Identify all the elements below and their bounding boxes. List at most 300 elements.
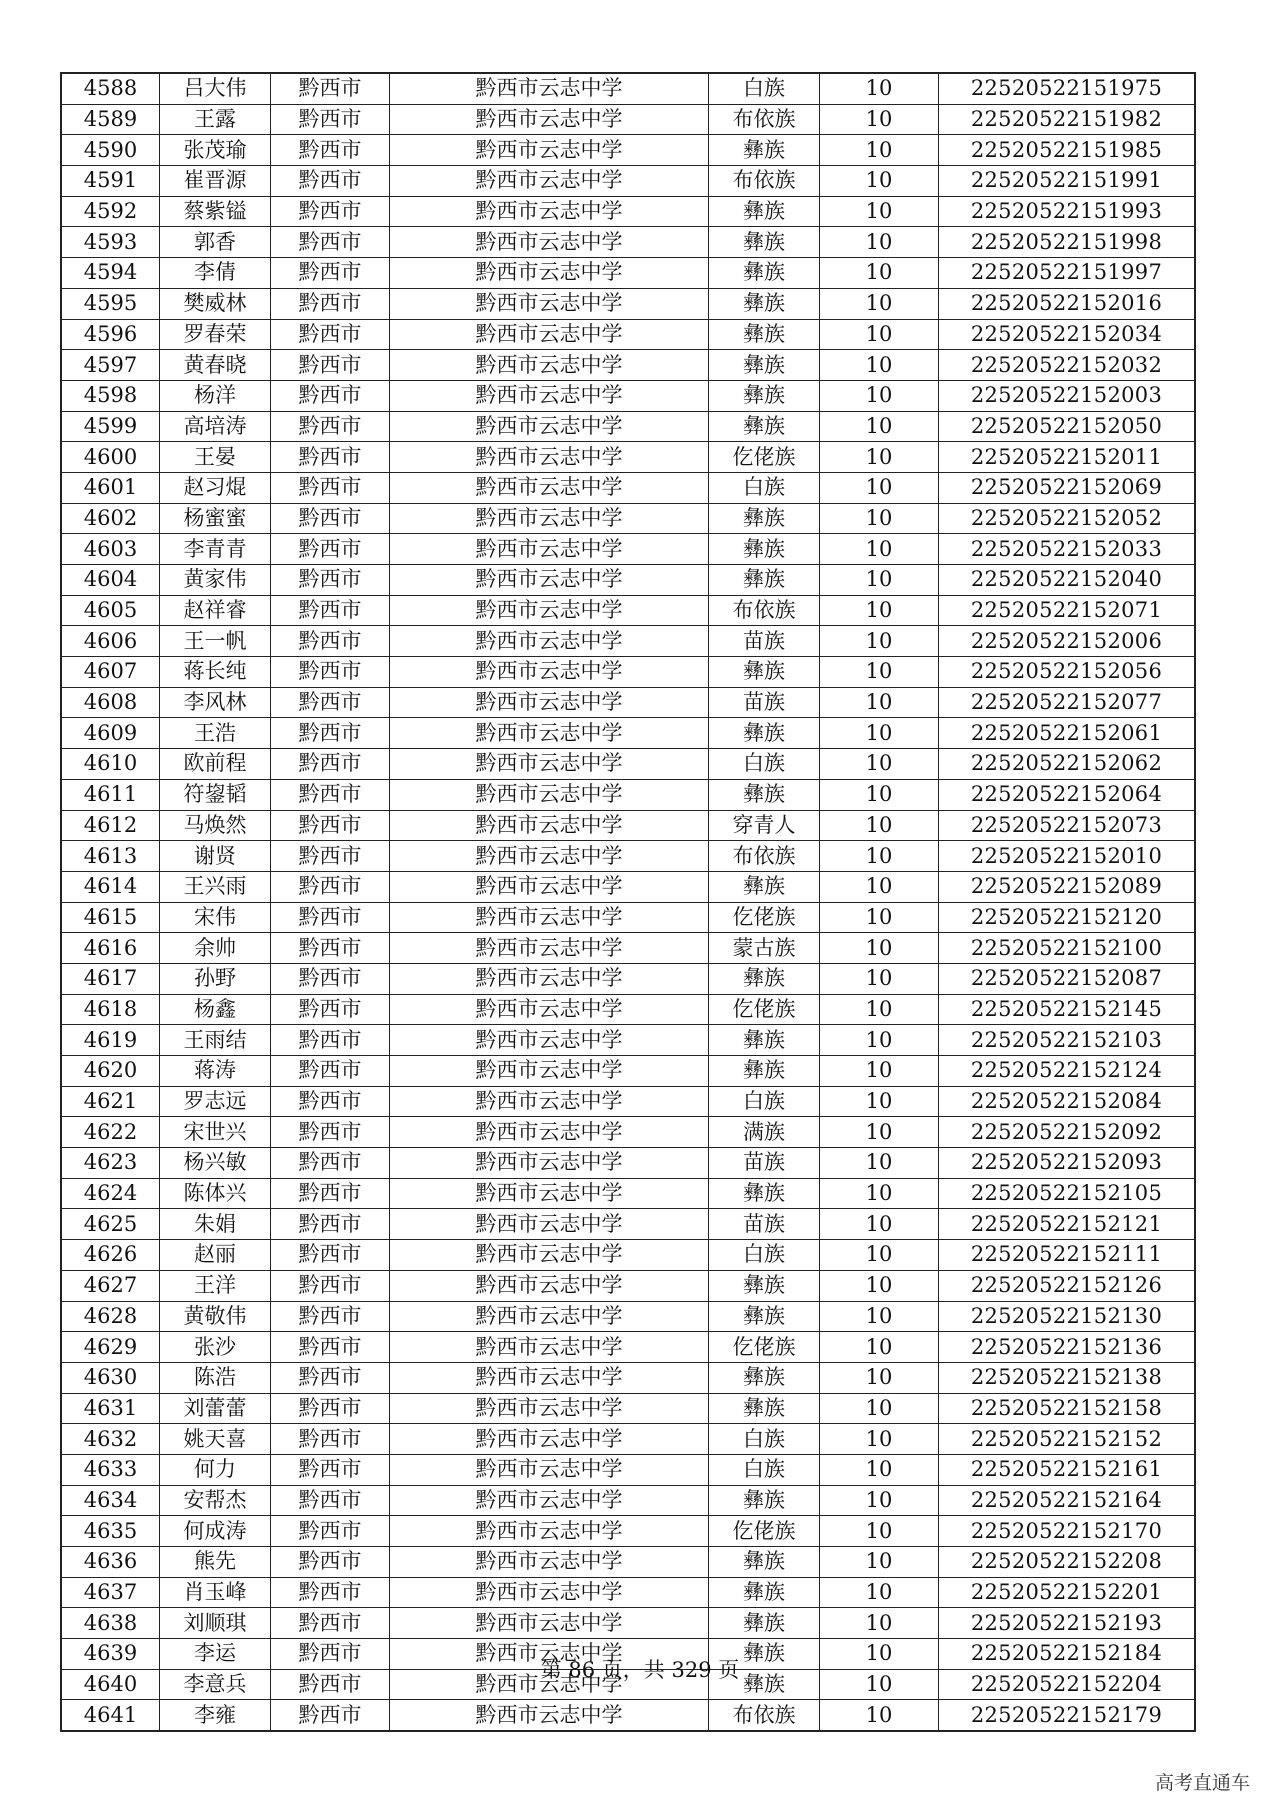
city-cell: 黔西市 — [271, 871, 390, 902]
ethnicity-cell: 彝族 — [709, 319, 820, 350]
school-cell: 黔西市云志中学 — [390, 1270, 709, 1301]
student-name: 姚天喜 — [160, 1424, 271, 1455]
table-row — [61, 1516, 1195, 1547]
table-row — [61, 933, 1195, 964]
ethnicity-cell: 彝族 — [709, 350, 820, 381]
exam-id-cell: 22520522151991 — [939, 166, 1196, 197]
city-cell: 黔西市 — [271, 380, 390, 411]
ethnicity-cell: 布依族 — [709, 1700, 820, 1731]
school-cell: 黔西市云志中学 — [390, 472, 709, 503]
grade-cell: 10 — [820, 626, 939, 657]
exam-id-cell: 22520522151975 — [939, 73, 1196, 104]
table-row — [61, 1025, 1195, 1056]
row-number: 4598 — [61, 380, 160, 411]
table-row — [61, 595, 1195, 626]
ethnicity-cell: 布依族 — [709, 104, 820, 135]
row-number: 4629 — [61, 1332, 160, 1363]
row-number: 4597 — [61, 350, 160, 381]
row-number: 4616 — [61, 933, 160, 964]
exam-id-cell: 22520522152092 — [939, 1117, 1196, 1148]
table-row — [61, 1332, 1195, 1363]
student-name: 朱娟 — [160, 1209, 271, 1240]
city-cell: 黔西市 — [271, 1301, 390, 1332]
student-name: 蒋长纯 — [160, 657, 271, 688]
student-name: 郭香 — [160, 227, 271, 258]
row-number: 4610 — [61, 749, 160, 780]
exam-id-cell: 22520522152032 — [939, 350, 1196, 381]
ethnicity-cell: 彝族 — [709, 1301, 820, 1332]
row-number: 4624 — [61, 1178, 160, 1209]
grade-cell: 10 — [820, 779, 939, 810]
student-name: 杨鑫 — [160, 994, 271, 1025]
student-name: 崔晋源 — [160, 166, 271, 197]
ethnicity-cell: 彝族 — [709, 135, 820, 166]
ethnicity-cell: 苗族 — [709, 687, 820, 718]
row-number: 4609 — [61, 718, 160, 749]
student-name: 罗春荣 — [160, 319, 271, 350]
exam-id-cell: 22520522152061 — [939, 718, 1196, 749]
table-row — [61, 472, 1195, 503]
student-name: 吕大伟 — [160, 73, 271, 104]
student-name: 李意兵 — [160, 1669, 271, 1700]
grade-cell: 10 — [820, 718, 939, 749]
student-name: 黄家伟 — [160, 565, 271, 596]
row-number: 4628 — [61, 1301, 160, 1332]
exam-id-cell: 22520522152126 — [939, 1270, 1196, 1301]
row-number: 4638 — [61, 1608, 160, 1639]
school-cell: 黔西市云志中学 — [390, 1608, 709, 1639]
ethnicity-cell: 彝族 — [709, 1393, 820, 1424]
ethnicity-cell: 彝族 — [709, 227, 820, 258]
ethnicity-cell: 穿青人 — [709, 810, 820, 841]
exam-id-cell: 22520522151993 — [939, 196, 1196, 227]
row-number: 4635 — [61, 1516, 160, 1547]
grade-cell: 10 — [820, 841, 939, 872]
school-cell: 黔西市云志中学 — [390, 994, 709, 1025]
city-cell: 黔西市 — [271, 626, 390, 657]
exam-id-cell: 22520522152161 — [939, 1454, 1196, 1485]
city-cell: 黔西市 — [271, 227, 390, 258]
row-number: 4637 — [61, 1577, 160, 1608]
exam-id-cell: 22520522152050 — [939, 411, 1196, 442]
row-number: 4605 — [61, 595, 160, 626]
row-number: 4631 — [61, 1393, 160, 1424]
school-cell: 黔西市云志中学 — [390, 1117, 709, 1148]
grade-cell: 10 — [820, 350, 939, 381]
school-cell: 黔西市云志中学 — [390, 73, 709, 104]
student-name: 宋世兴 — [160, 1117, 271, 1148]
row-number: 4592 — [61, 196, 160, 227]
city-cell: 黔西市 — [271, 1086, 390, 1117]
table-row — [61, 1270, 1195, 1301]
exam-id-cell: 22520522151997 — [939, 258, 1196, 289]
city-cell: 黔西市 — [271, 994, 390, 1025]
student-name: 王兴雨 — [160, 871, 271, 902]
city-cell: 黔西市 — [271, 749, 390, 780]
row-number: 4639 — [61, 1639, 160, 1670]
school-cell: 黔西市云志中学 — [390, 1332, 709, 1363]
row-number: 4607 — [61, 657, 160, 688]
ethnicity-cell: 彝族 — [709, 380, 820, 411]
row-number: 4633 — [61, 1454, 160, 1485]
table-row — [61, 258, 1195, 289]
city-cell: 黔西市 — [271, 135, 390, 166]
row-number: 4617 — [61, 963, 160, 994]
student-name: 刘顺琪 — [160, 1608, 271, 1639]
grade-cell: 10 — [820, 1700, 939, 1731]
ethnicity-cell: 彝族 — [709, 503, 820, 534]
exam-id-cell: 22520522152124 — [939, 1056, 1196, 1087]
row-number: 4627 — [61, 1270, 160, 1301]
row-number: 4589 — [61, 104, 160, 135]
city-cell: 黔西市 — [271, 1025, 390, 1056]
table-row — [61, 411, 1195, 442]
student-name: 安帮杰 — [160, 1485, 271, 1516]
student-name: 罗志远 — [160, 1086, 271, 1117]
city-cell: 黔西市 — [271, 810, 390, 841]
school-cell: 黔西市云志中学 — [390, 1393, 709, 1424]
table-row — [61, 657, 1195, 688]
table-row — [61, 534, 1195, 565]
student-name: 符鋆韬 — [160, 779, 271, 810]
city-cell: 黔西市 — [271, 350, 390, 381]
city-cell: 黔西市 — [271, 196, 390, 227]
exam-id-cell: 22520522152087 — [939, 963, 1196, 994]
ethnicity-cell: 彝族 — [709, 1577, 820, 1608]
school-cell: 黔西市云志中学 — [390, 1148, 709, 1179]
school-cell: 黔西市云志中学 — [390, 1547, 709, 1578]
ethnicity-cell: 彝族 — [709, 288, 820, 319]
exam-id-cell: 22520522152120 — [939, 902, 1196, 933]
city-cell: 黔西市 — [271, 1577, 390, 1608]
grade-cell: 10 — [820, 411, 939, 442]
city-cell: 黔西市 — [271, 1056, 390, 1087]
exam-id-cell: 22520522152208 — [939, 1547, 1196, 1578]
ethnicity-cell: 彝族 — [709, 1639, 820, 1670]
ethnicity-cell: 彝族 — [709, 196, 820, 227]
table-row — [61, 1117, 1195, 1148]
ethnicity-cell: 彝族 — [709, 871, 820, 902]
grade-cell: 10 — [820, 994, 939, 1025]
table-row — [61, 1362, 1195, 1393]
school-cell: 黔西市云志中学 — [390, 1240, 709, 1271]
school-cell: 黔西市云志中学 — [390, 1056, 709, 1087]
grade-cell: 10 — [820, 1086, 939, 1117]
ethnicity-cell: 彝族 — [709, 779, 820, 810]
ethnicity-cell: 彝族 — [709, 1362, 820, 1393]
school-cell: 黔西市云志中学 — [390, 319, 709, 350]
city-cell: 黔西市 — [271, 933, 390, 964]
grade-cell: 10 — [820, 442, 939, 473]
city-cell: 黔西市 — [271, 104, 390, 135]
row-number: 4591 — [61, 166, 160, 197]
school-cell: 黔西市云志中学 — [390, 196, 709, 227]
table-row — [61, 1547, 1195, 1578]
table-row — [61, 1577, 1195, 1608]
grade-cell: 10 — [820, 319, 939, 350]
student-name: 杨兴敏 — [160, 1148, 271, 1179]
student-name: 陈体兴 — [160, 1178, 271, 1209]
ethnicity-cell: 蒙古族 — [709, 933, 820, 964]
row-number: 4615 — [61, 902, 160, 933]
ethnicity-cell: 白族 — [709, 472, 820, 503]
ethnicity-cell: 彝族 — [709, 411, 820, 442]
ethnicity-cell: 白族 — [709, 749, 820, 780]
row-number: 4636 — [61, 1547, 160, 1578]
city-cell: 黔西市 — [271, 319, 390, 350]
student-name: 欧前程 — [160, 749, 271, 780]
city-cell: 黔西市 — [271, 779, 390, 810]
city-cell: 黔西市 — [271, 1424, 390, 1455]
grade-cell: 10 — [820, 1270, 939, 1301]
table-row — [61, 227, 1195, 258]
student-name: 樊威林 — [160, 288, 271, 319]
grade-cell: 10 — [820, 595, 939, 626]
grade-cell: 10 — [820, 227, 939, 258]
exam-id-cell: 22520522152138 — [939, 1362, 1196, 1393]
row-number: 4619 — [61, 1025, 160, 1056]
exam-id-cell: 22520522152033 — [939, 534, 1196, 565]
grade-cell: 10 — [820, 871, 939, 902]
exam-id-cell: 22520522151982 — [939, 104, 1196, 135]
exam-id-cell: 22520522152089 — [939, 871, 1196, 902]
grade-cell: 10 — [820, 135, 939, 166]
student-name: 王露 — [160, 104, 271, 135]
grade-cell: 10 — [820, 1485, 939, 1516]
grade-cell: 10 — [820, 657, 939, 688]
school-cell: 黔西市云志中学 — [390, 1362, 709, 1393]
ethnicity-cell: 白族 — [709, 1454, 820, 1485]
grade-cell: 10 — [820, 166, 939, 197]
exam-id-cell: 22520522152111 — [939, 1240, 1196, 1271]
city-cell: 黔西市 — [271, 595, 390, 626]
grade-cell: 10 — [820, 1240, 939, 1271]
ethnicity-cell: 仡佬族 — [709, 1332, 820, 1363]
row-number: 4613 — [61, 841, 160, 872]
city-cell: 黔西市 — [271, 1362, 390, 1393]
school-cell: 黔西市云志中学 — [390, 810, 709, 841]
grade-cell: 10 — [820, 288, 939, 319]
student-name: 赵丽 — [160, 1240, 271, 1271]
school-cell: 黔西市云志中学 — [390, 350, 709, 381]
school-cell: 黔西市云志中学 — [390, 1485, 709, 1516]
table-row — [61, 810, 1195, 841]
exam-id-cell: 22520522152006 — [939, 626, 1196, 657]
row-number: 4599 — [61, 411, 160, 442]
row-number: 4602 — [61, 503, 160, 534]
exam-id-cell: 22520522152130 — [939, 1301, 1196, 1332]
city-cell: 黔西市 — [271, 1485, 390, 1516]
ethnicity-cell: 彝族 — [709, 258, 820, 289]
grade-cell: 10 — [820, 1424, 939, 1455]
row-number: 4601 — [61, 472, 160, 503]
exam-id-cell: 22520522152052 — [939, 503, 1196, 534]
grade-cell: 10 — [820, 196, 939, 227]
ethnicity-cell: 苗族 — [709, 626, 820, 657]
exam-id-cell: 22520522152084 — [939, 1086, 1196, 1117]
school-cell: 黔西市云志中学 — [390, 749, 709, 780]
grade-cell: 10 — [820, 1393, 939, 1424]
row-number: 4588 — [61, 73, 160, 104]
table-row — [61, 503, 1195, 534]
exam-id-cell: 22520522152103 — [939, 1025, 1196, 1056]
grade-cell: 10 — [820, 1332, 939, 1363]
row-number: 4623 — [61, 1148, 160, 1179]
city-cell: 黔西市 — [271, 1209, 390, 1240]
city-cell: 黔西市 — [271, 1270, 390, 1301]
school-cell: 黔西市云志中学 — [390, 104, 709, 135]
ethnicity-cell: 苗族 — [709, 1209, 820, 1240]
table-row — [61, 73, 1195, 104]
table-row — [61, 718, 1195, 749]
city-cell: 黔西市 — [271, 288, 390, 319]
grade-cell: 10 — [820, 1178, 939, 1209]
exam-id-cell: 22520522152158 — [939, 1393, 1196, 1424]
row-number: 4600 — [61, 442, 160, 473]
table-row — [61, 963, 1195, 994]
student-name: 王一帆 — [160, 626, 271, 657]
ethnicity-cell: 彝族 — [709, 1608, 820, 1639]
student-name: 赵祥睿 — [160, 595, 271, 626]
grade-cell: 10 — [820, 565, 939, 596]
grade-cell: 10 — [820, 534, 939, 565]
row-number: 4640 — [61, 1669, 160, 1700]
exam-id-cell: 22520522152073 — [939, 810, 1196, 841]
table-row — [61, 1240, 1195, 1271]
watermark-label: 高考直通车 — [1154, 1772, 1250, 1794]
city-cell: 黔西市 — [271, 472, 390, 503]
ethnicity-cell: 彝族 — [709, 1270, 820, 1301]
school-cell: 黔西市云志中学 — [390, 1669, 709, 1700]
table-row — [61, 1178, 1195, 1209]
ethnicity-cell: 彝族 — [709, 657, 820, 688]
student-name: 杨洋 — [160, 380, 271, 411]
exam-id-cell: 22520522152056 — [939, 657, 1196, 688]
school-cell: 黔西市云志中学 — [390, 166, 709, 197]
table-row — [61, 841, 1195, 872]
exam-id-cell: 22520522152145 — [939, 994, 1196, 1025]
school-cell: 黔西市云志中学 — [390, 963, 709, 994]
grade-cell: 10 — [820, 933, 939, 964]
row-number: 4620 — [61, 1056, 160, 1087]
row-number: 4641 — [61, 1700, 160, 1731]
page-number-footer: 第 86 页，共 329 页 — [540, 1658, 740, 1682]
row-number: 4618 — [61, 994, 160, 1025]
exam-id-cell: 22520522152071 — [939, 595, 1196, 626]
table-row — [61, 1209, 1195, 1240]
roster-table — [60, 72, 1196, 1732]
row-number: 4604 — [61, 565, 160, 596]
row-number: 4626 — [61, 1240, 160, 1271]
row-number: 4590 — [61, 135, 160, 166]
city-cell: 黔西市 — [271, 1393, 390, 1424]
ethnicity-cell: 白族 — [709, 1240, 820, 1271]
student-name: 熊先 — [160, 1547, 271, 1578]
school-cell: 黔西市云志中学 — [390, 902, 709, 933]
exam-id-cell: 22520522152077 — [939, 687, 1196, 718]
exam-id-cell: 22520522152204 — [939, 1669, 1196, 1700]
exam-id-cell: 22520522152201 — [939, 1577, 1196, 1608]
row-number: 4606 — [61, 626, 160, 657]
grade-cell: 10 — [820, 1608, 939, 1639]
row-number: 4611 — [61, 779, 160, 810]
city-cell: 黔西市 — [271, 73, 390, 104]
table-row — [61, 1301, 1195, 1332]
school-cell: 黔西市云志中学 — [390, 626, 709, 657]
table-row — [61, 565, 1195, 596]
row-number: 4622 — [61, 1117, 160, 1148]
student-name: 宋伟 — [160, 902, 271, 933]
table-row — [61, 442, 1195, 473]
student-name: 黄春晓 — [160, 350, 271, 381]
city-cell: 黔西市 — [271, 411, 390, 442]
exam-id-cell: 22520522152064 — [939, 779, 1196, 810]
exam-id-cell: 22520522152193 — [939, 1608, 1196, 1639]
grade-cell: 10 — [820, 749, 939, 780]
city-cell: 黔西市 — [271, 1148, 390, 1179]
exam-id-cell: 22520522151985 — [939, 135, 1196, 166]
school-cell: 黔西市云志中学 — [390, 1209, 709, 1240]
grade-cell: 10 — [820, 1148, 939, 1179]
grade-cell: 10 — [820, 73, 939, 104]
school-cell: 黔西市云志中学 — [390, 503, 709, 534]
grade-cell: 10 — [820, 1639, 939, 1670]
student-name: 王洋 — [160, 1270, 271, 1301]
row-number: 4614 — [61, 871, 160, 902]
student-name: 赵习焜 — [160, 472, 271, 503]
exam-id-cell: 22520522152179 — [939, 1700, 1196, 1731]
exam-id-cell: 22520522152034 — [939, 319, 1196, 350]
ethnicity-cell: 白族 — [709, 1424, 820, 1455]
row-number: 4634 — [61, 1485, 160, 1516]
ethnicity-cell: 仡佬族 — [709, 994, 820, 1025]
city-cell: 黔西市 — [271, 963, 390, 994]
ethnicity-cell: 布依族 — [709, 841, 820, 872]
table-row — [61, 1148, 1195, 1179]
city-cell: 黔西市 — [271, 534, 390, 565]
grade-cell: 10 — [820, 810, 939, 841]
exam-id-cell: 22520522152003 — [939, 380, 1196, 411]
table-row — [61, 350, 1195, 381]
exam-id-cell: 22520522152016 — [939, 288, 1196, 319]
table-row — [61, 1393, 1195, 1424]
exam-id-cell: 22520522152040 — [939, 565, 1196, 596]
exam-id-cell: 22520522152011 — [939, 442, 1196, 473]
row-number: 4608 — [61, 687, 160, 718]
ethnicity-cell: 彝族 — [709, 1025, 820, 1056]
city-cell: 黔西市 — [271, 1700, 390, 1731]
table-row — [61, 1608, 1195, 1639]
student-name: 余帅 — [160, 933, 271, 964]
exam-id-cell: 22520522152069 — [939, 472, 1196, 503]
student-name: 谢贤 — [160, 841, 271, 872]
grade-cell: 10 — [820, 472, 939, 503]
exam-id-cell: 22520522152093 — [939, 1148, 1196, 1179]
student-name: 王浩 — [160, 718, 271, 749]
city-cell: 黔西市 — [271, 1639, 390, 1670]
row-number: 4632 — [61, 1424, 160, 1455]
school-cell: 黔西市云志中学 — [390, 1454, 709, 1485]
row-number: 4596 — [61, 319, 160, 350]
exam-id-cell: 22520522152184 — [939, 1639, 1196, 1670]
table-row — [61, 1424, 1195, 1455]
row-number: 4595 — [61, 288, 160, 319]
school-cell: 黔西市云志中学 — [390, 534, 709, 565]
student-name: 肖玉峰 — [160, 1577, 271, 1608]
table-row — [61, 1086, 1195, 1117]
student-name: 王雨结 — [160, 1025, 271, 1056]
grade-cell: 10 — [820, 104, 939, 135]
